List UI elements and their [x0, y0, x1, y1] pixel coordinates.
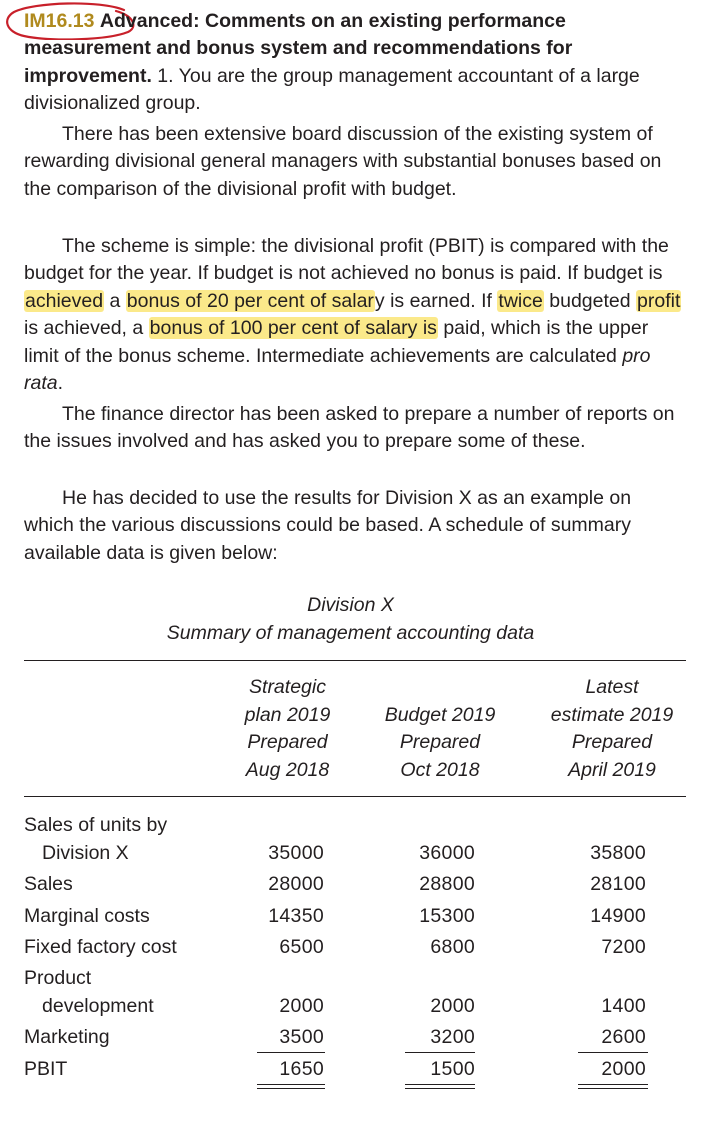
paragraph-scheme: The scheme is simple: the divisional profit (PBIT) is compared with the budget for the year. If budget is not achieved no bonus is paid. If budget is achieved a bonus of 20 per cent of salary is earned. If twice budgeted profit is achieved, a bonus of 100 per cent of salary is paid, which is the upper limit of the bonus scheme. Intermediate achievements are calculated pro rata.	[24, 235, 681, 395]
table-cell: 6500	[279, 936, 324, 958]
row-label: Fixed factory cost	[24, 936, 177, 958]
paragraph-finance-director: The finance director has been asked to prepare a number of reports on the issues involved and has asked you to prepare some of these.	[24, 403, 675, 453]
row-label-continued: Division X	[42, 842, 129, 864]
table-caption-summary: Summary of management accounting data	[166, 622, 535, 644]
highlight-achieved: achieved	[25, 289, 104, 312]
column-header-strategic-plan: Strategic plan 2019 Prepared Aug 2018	[244, 676, 331, 781]
question-title: Advanced: Comments on an existing performance measurement and bonus system and recommendations for improvement.	[24, 10, 573, 87]
table-cell: 36000	[419, 842, 475, 864]
question-number: 1.	[157, 64, 174, 87]
column-header-budget: Budget 2019 Prepared Oct 2018	[384, 703, 496, 781]
table-caption-division: Division X	[307, 594, 394, 616]
table-cell: 35000	[268, 842, 324, 864]
table-cell: 2000	[601, 1058, 646, 1080]
highlight-bonus-20: bonus of 20 per cent of salar	[126, 289, 374, 312]
table-cell: 15300	[419, 905, 475, 927]
row-label: Marketing	[24, 1026, 110, 1048]
table-cell: 14900	[590, 905, 646, 927]
row-label-continued: development	[42, 995, 154, 1017]
subtotal-rule	[578, 1052, 648, 1053]
table-header-rule	[24, 796, 686, 797]
row-label: Marginal costs	[24, 905, 150, 927]
question-intro	[24, 8, 686, 118]
intro-text: You are the group management accountant of a large divisionalized group.	[24, 64, 640, 115]
table-cell: 28100	[590, 873, 646, 895]
total-double-rule	[405, 1084, 475, 1089]
paragraph-board-discussion: There has been extensive board discussion of the existing system of rewarding divisional general managers with substantial bonuses based on the comparison of the divisional profit with budget.	[24, 123, 662, 200]
table-cell: 28800	[419, 873, 475, 895]
pro-rata-italic: pro rata	[24, 344, 651, 395]
table-cell: 2000	[430, 995, 475, 1017]
column-header-latest-estimate: Latest estimate 2019 Prepared April 2019	[550, 676, 674, 781]
row-label: PBIT	[24, 1058, 68, 1080]
total-double-rule	[257, 1084, 325, 1089]
table-cell: 35800	[590, 842, 646, 864]
row-label: Sales of units by	[24, 814, 168, 836]
highlight-bonus-100: bonus of 100 per cent of salary is	[149, 317, 437, 340]
row-label: Sales	[24, 873, 73, 895]
question-code: IM16.13	[24, 10, 95, 32]
paragraph-division-x: He has decided to use the results for Division X as an example on which the various discussions could be based. A schedule of summary available data is given below:	[24, 487, 632, 564]
table-cell: 1650	[279, 1058, 324, 1080]
table-cell: 6800	[430, 936, 475, 958]
subtotal-rule	[257, 1052, 325, 1053]
table-cell: 28000	[268, 873, 324, 895]
table-cell: 1500	[430, 1058, 475, 1080]
table-cell: 2600	[601, 1026, 646, 1048]
table-cell: 1400	[601, 995, 646, 1017]
table-cell: 3200	[430, 1026, 475, 1048]
row-label: Product	[24, 967, 92, 989]
table-cell: 14350	[268, 905, 324, 927]
highlight-twice: twice	[498, 289, 543, 312]
table-cell: 3500	[279, 1026, 324, 1048]
total-double-rule	[578, 1084, 648, 1089]
table-cell: 2000	[279, 995, 324, 1017]
highlight-profit: profit	[637, 289, 681, 312]
table-cell: 7200	[601, 936, 646, 958]
table-top-rule	[24, 660, 686, 661]
subtotal-rule	[405, 1052, 475, 1053]
